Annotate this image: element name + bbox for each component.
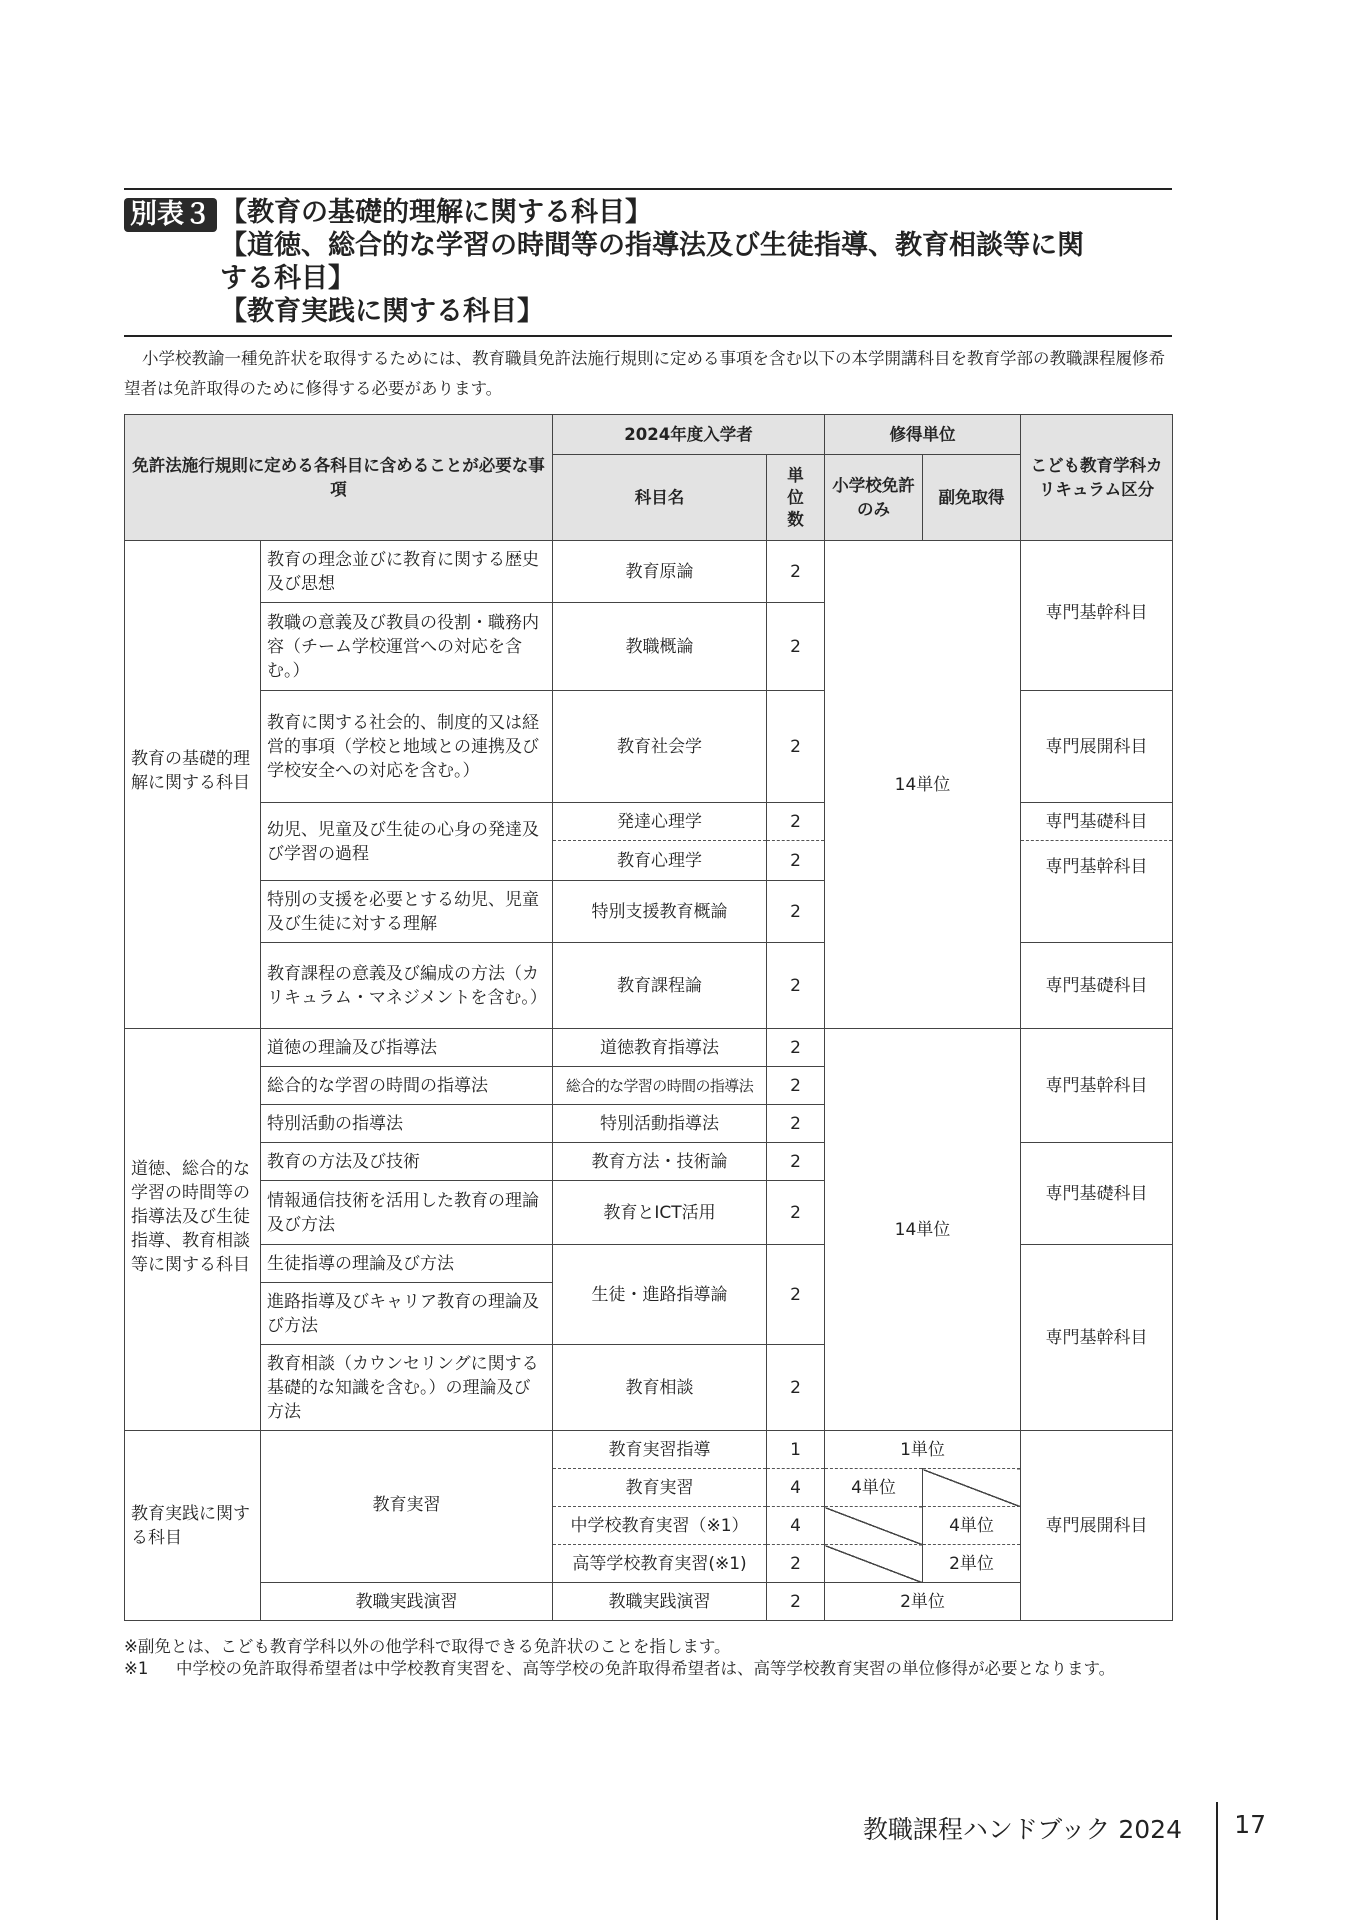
subject-cell: 中学校教育実習（※1） xyxy=(553,1507,767,1545)
acquired-na-cell xyxy=(923,1469,1021,1507)
credits-cell: 2 xyxy=(767,603,825,691)
acquired-moral: 14単位 xyxy=(825,1029,1021,1431)
credits-cell: 2 xyxy=(767,1181,825,1245)
header-sub-license: 副免取得 xyxy=(923,455,1021,541)
subject-cell: 高等学校教育実習(※1) xyxy=(553,1545,767,1583)
subject-cell: 教育方法・技術論 xyxy=(553,1143,767,1181)
credits-cell: 2 xyxy=(767,541,825,603)
credits-cell: 2 xyxy=(767,881,825,943)
acquired-cell: 1単位 xyxy=(825,1431,1021,1469)
matter-cell: 特別活動の指導法 xyxy=(261,1105,553,1143)
credits-cell: 2 xyxy=(767,1029,825,1067)
heading-line-1: 【教育の基礎的理解に関する科目】 xyxy=(220,197,652,228)
acquired-cell: 2単位 xyxy=(825,1583,1021,1621)
curriculum-cell: 専門基礎科目 xyxy=(1021,803,1173,841)
table-row xyxy=(125,1583,1173,1621)
header-matters: 免許法施行規則に定める各科目に含めることが必要な事項 xyxy=(125,415,553,541)
subject-cell: 発達心理学 xyxy=(553,803,767,841)
credits-cell: 2 xyxy=(767,1105,825,1143)
header-curriculum: こども教育学科カリキュラム区分 xyxy=(1021,415,1173,541)
matter-cell: 教職実践演習 xyxy=(261,1583,553,1621)
subject-cell: 道徳教育指導法 xyxy=(553,1029,767,1067)
header-subject: 科目名 xyxy=(553,455,767,541)
curriculum-cell: 専門展開科目 xyxy=(1021,1431,1173,1621)
header-acquired: 修得単位 xyxy=(825,415,1021,455)
heading-lines xyxy=(220,196,1174,328)
matter-cell: 道徳の理論及び指導法 xyxy=(261,1029,553,1067)
matter-cell: 情報通信技術を活用した教育の理論及び方法 xyxy=(261,1181,553,1245)
footnote-text: 中学校の免許取得希望者は中学校教育実習を、高等学校の免許取得希望者は、高等学校教育実習の単位修得が必要となります。 xyxy=(176,1659,1116,1678)
matter-cell: 教育実習 xyxy=(261,1431,553,1583)
footnote-text: ※副免とは、こども教育学科以外の他学科で取得できる免許状のことを指します。 xyxy=(124,1637,731,1656)
matter-cell: 教育課程の意義及び編成の方法（カリキュラム・マネジメントを含む。） xyxy=(261,943,553,1029)
credits-cell: 2 xyxy=(767,803,825,841)
credits-cell: 1 xyxy=(767,1431,825,1469)
credits-cell: 4 xyxy=(767,1507,825,1545)
subject-cell: 教育とICT活用 xyxy=(553,1181,767,1245)
page-number: 17 xyxy=(1234,1810,1266,1839)
footnote-mark: ※1 xyxy=(124,1659,149,1678)
header-row-1 xyxy=(125,415,1173,455)
subject-cell: 教育心理学 xyxy=(553,841,767,881)
curriculum-cell: 専門基礎科目 xyxy=(1021,1143,1173,1245)
matter-cell: 生徒指導の理論及び方法 xyxy=(261,1245,553,1283)
subject-cell: 特別支援教育概論 xyxy=(553,881,767,943)
credits-cell: 2 xyxy=(767,1245,825,1345)
acquired-na-cell xyxy=(825,1545,923,1583)
header-credits-text: 単位数 xyxy=(787,465,804,529)
header-entry-year: 2024年度入学者 xyxy=(553,415,825,455)
subject-cell: 教育原論 xyxy=(553,541,767,603)
acquired-na-cell xyxy=(825,1507,923,1545)
curriculum-cell: 専門基幹科目 xyxy=(1021,1245,1173,1431)
subject-cell: 教育課程論 xyxy=(553,943,767,1029)
subject-cell: 教職概論 xyxy=(553,603,767,691)
footer-divider xyxy=(1216,1802,1218,1920)
subject-cell: 教職実践演習 xyxy=(553,1583,767,1621)
subject-table xyxy=(124,414,1173,1621)
credits-cell: 2 xyxy=(767,691,825,803)
header-credits xyxy=(767,455,825,541)
curriculum-cell: 専門基幹科目 xyxy=(1021,1029,1173,1143)
category-practice: 教育実践に関する科目 xyxy=(125,1431,261,1621)
subject-cell: 教育相談 xyxy=(553,1345,767,1431)
table-row xyxy=(125,1431,1173,1469)
credits-cell: 4 xyxy=(767,1469,825,1507)
subject-cell: 生徒・進路指導論 xyxy=(553,1245,767,1345)
matter-cell: 教職の意義及び教員の役割・職務内容（チーム学校運営への対応を含む。） xyxy=(261,603,553,691)
matter-cell: 幼児、児童及び生徒の心身の発達及び学習の過程 xyxy=(261,803,553,881)
subject-cell: 教育社会学 xyxy=(553,691,767,803)
category-moral: 道徳、総合的な学習の時間等の指導法及び生徒指導、教育相談等に関する科目 xyxy=(125,1029,261,1431)
subject-cell: 教育実習 xyxy=(553,1469,767,1507)
intro-paragraph: 小学校教諭一種免許状を取得するためには、教育職員免許法施行規則に定める事項を含む以下の本学開講科目を教育学部の教職課程履修希望者は免許取得のために修得する必要があります。 xyxy=(124,349,1165,398)
heading-bottom-rule xyxy=(124,335,1172,337)
heading-line-2: 【道徳、総合的な学習の時間等の指導法及び生徒指導、教育相談等に関 xyxy=(220,230,1084,261)
matter-cell: 教育に関する社会的、制度的又は経営的事項（学校と地域との連携及び学校安全への対応を含む。） xyxy=(261,691,553,803)
credits-cell: 2 xyxy=(767,1067,825,1105)
curriculum-cell: 専門基礎科目 xyxy=(1021,943,1173,1029)
acquired-cell: 4単位 xyxy=(923,1507,1021,1545)
category-foundation: 教育の基礎的理解に関する科目 xyxy=(125,541,261,1029)
matter-cell: 教育の方法及び技術 xyxy=(261,1143,553,1181)
curriculum-cell: 専門基幹科目 xyxy=(1021,541,1173,691)
header-elem-only: 小学校免許のみ xyxy=(825,455,923,541)
acquired-cell: 2単位 xyxy=(923,1545,1021,1583)
footnotes xyxy=(124,1636,1174,1680)
credits-cell: 2 xyxy=(767,1583,825,1621)
subject-cell: 教育実習指導 xyxy=(553,1431,767,1469)
footnote-1 xyxy=(124,1636,1174,1658)
matter-cell: 進路指導及びキャリア教育の理論及び方法 xyxy=(261,1283,553,1345)
heading-top-rule xyxy=(124,188,1172,190)
subject-cell: 総合的な学習の時間の指導法 xyxy=(553,1067,767,1105)
matter-cell: 総合的な学習の時間の指導法 xyxy=(261,1067,553,1105)
heading-line-4: 【教育実践に関する科目】 xyxy=(220,296,544,327)
table-row xyxy=(125,1029,1173,1067)
curriculum-cell: 専門基幹科目 xyxy=(1021,841,1173,943)
table-badge: 別表３ xyxy=(124,198,217,232)
acquired-foundation: 14単位 xyxy=(825,541,1021,1029)
subject-cell: 特別活動指導法 xyxy=(553,1105,767,1143)
credits-cell: 2 xyxy=(767,943,825,1029)
heading-line-3: する科目】 xyxy=(220,263,355,294)
handbook-title: 教職課程ハンドブック 2024 xyxy=(862,1815,1182,1844)
curriculum-cell: 専門展開科目 xyxy=(1021,691,1173,803)
acquired-cell: 4単位 xyxy=(825,1469,923,1507)
credits-cell: 2 xyxy=(767,1143,825,1181)
credits-cell: 2 xyxy=(767,1545,825,1583)
matter-cell: 特別の支援を必要とする幼児、児童及び生徒に対する理解 xyxy=(261,881,553,943)
credits-cell: 2 xyxy=(767,841,825,881)
credits-cell: 2 xyxy=(767,1345,825,1431)
matter-cell: 教育相談（カウンセリングに関する基礎的な知識を含む。）の理論及び方法 xyxy=(261,1345,553,1431)
table-row xyxy=(125,541,1173,603)
footnote-2 xyxy=(124,1658,1174,1680)
matter-cell: 教育の理念並びに教育に関する歴史及び思想 xyxy=(261,541,553,603)
